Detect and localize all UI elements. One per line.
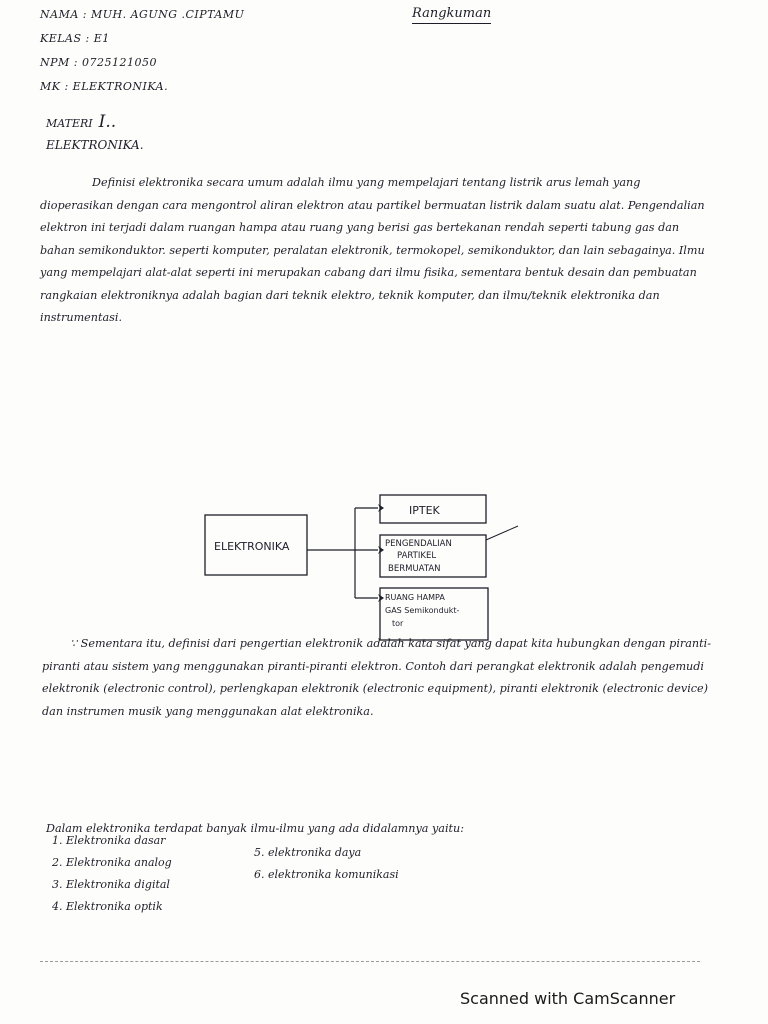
diagram-label-iptek: IPTEK — [409, 504, 440, 517]
section-subtitle: ELEKTRONIKA. — [46, 138, 144, 152]
diagram-label-ruang-3: tor — [392, 619, 404, 628]
diagram-label-pengendalian-3: BERMUATAN — [388, 564, 441, 574]
diagram-label-ruang-2: GAS Semikondukt- — [385, 606, 460, 615]
list-item: 6. elektronika komunikasi — [254, 868, 399, 881]
list-item: 5. elektronika daya — [254, 846, 362, 859]
definition-paragraph: Definisi elektronika secara umum adalah ilmu yang mempelajari tentang listrik arus lemah yang dioperasikan dengan cara mengontrol aliran elektron atau partikel bermuatan listrik dalam suatu alat. Pengendalian elektron ini terjadi dalam ruangan hampa atau ruang yang berisi gas bertekanan rendah seperti tabung gas dan bahan semikonduktor. seperti komputer, peralatan elektronik, termokopel, semikonduktor, dan lain sebagainya. Ilmu yang mempelajari alat-alat seperti ini merupakan cabang dari ilmu fisika, sementara bentuk desain dan pembuatan rangkaian elektroniknya adalah bagian dari teknik elektro, teknik komputer, dan ilmu/teknik elektronika dan instrumentasi. — [40, 176, 705, 324]
list-item: 4. Elektronika optik — [52, 900, 163, 913]
header-npm: NPM : 0725121050 — [40, 56, 157, 69]
arrow-head-3 — [378, 594, 384, 602]
page-bottom-rule — [40, 961, 700, 962]
arrow-head-1 — [378, 504, 384, 512]
page-title: Rangkuman — [412, 6, 491, 24]
scanner-watermark: Scanned with CamScanner — [460, 989, 676, 1008]
materi-heading — [46, 112, 116, 132]
arrow-head-2 — [378, 546, 384, 554]
branches-list-right — [254, 842, 399, 886]
list-item: 3. Elektronika digital — [52, 878, 170, 891]
header-kelas: KELAS : E1 — [40, 32, 110, 45]
electronic-definition-paragraph: ∵ Sementara itu, definisi dari pengertian elektronik adalah kata sifat yang dapat kita hubungkan dengan piranti-piranti atau sistem yang menggunakan piranti-piranti elektron. Contoh dari perangkat elektronik adalah pengemudi elektronik (electronic control), perlengkapan elektronik (electronic equipment), piranti elektronik (electronic device) dan instrumen musik yang menggunakan alat elektronika. — [42, 637, 711, 718]
branches-intro: Dalam elektronika terdapat banyak ilmu-ilmu yang ada didalamnya yaitu: — [46, 822, 465, 835]
diagram-label-pengendalian-2: PARTIKEL — [397, 551, 437, 561]
materi-number: I.. — [98, 112, 117, 132]
electronics-diagram — [200, 490, 520, 650]
diagram-label-pengendalian-1: PENGENDALIAN — [385, 539, 452, 549]
diagram-main-label: ELEKTRONIKA — [214, 540, 290, 553]
header-mk: MK : ELEKTRONIKA. — [40, 80, 169, 93]
diagram-label-ruang-1: RUANG HAMPA — [385, 593, 445, 602]
list-item: 2. Elektronika analog — [52, 856, 172, 869]
materi-label: MATERI — [46, 117, 93, 130]
header-nama: NAMA : MUH. AGUNG .CIPTAMU — [40, 8, 245, 21]
branches-list-left — [52, 830, 172, 918]
diagram-stray-line — [486, 526, 518, 540]
list-item: 1. Elektronika dasar — [52, 834, 166, 847]
